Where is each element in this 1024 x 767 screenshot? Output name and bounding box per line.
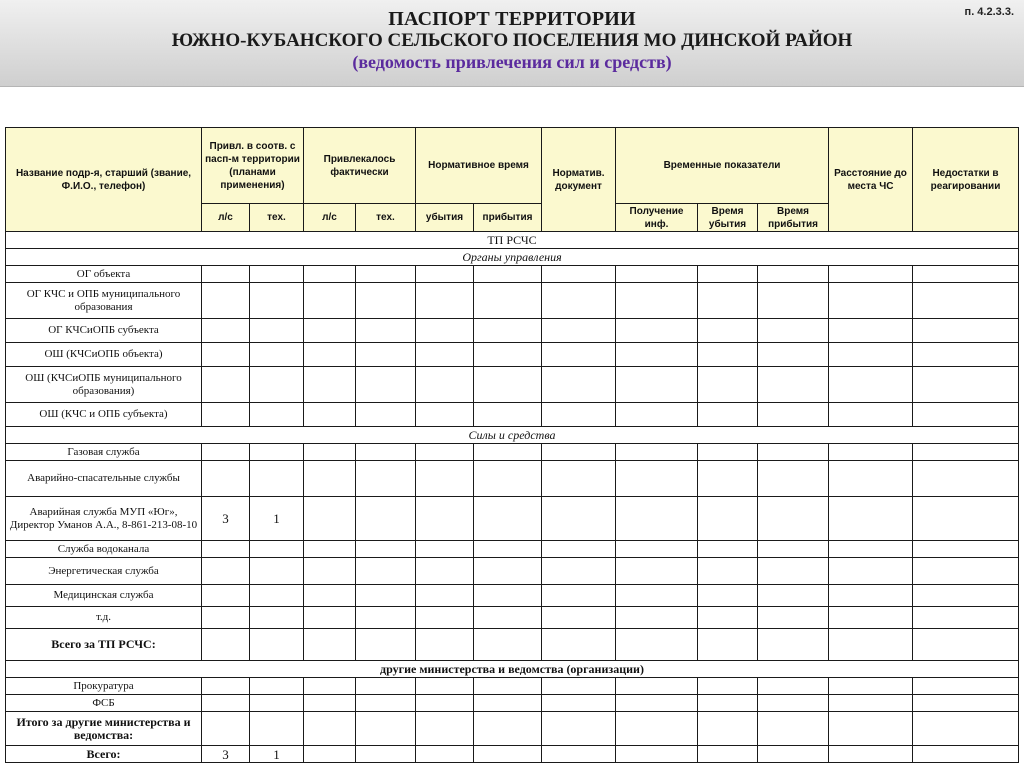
empty-cell bbox=[829, 266, 913, 283]
empty-cell bbox=[913, 541, 1019, 558]
empty-cell bbox=[913, 461, 1019, 497]
empty-cell bbox=[758, 343, 829, 367]
sub-time-arrival: Время прибытия bbox=[758, 204, 829, 232]
empty-cell bbox=[616, 403, 698, 427]
table-row bbox=[6, 283, 1019, 319]
empty-cell bbox=[474, 541, 542, 558]
row-ls-value bbox=[202, 541, 250, 558]
row-label: т.д. bbox=[6, 607, 202, 629]
sub-plan-tech: тех. bbox=[250, 204, 304, 232]
empty-cell bbox=[416, 319, 474, 343]
empty-cell bbox=[304, 367, 356, 403]
management-rows bbox=[6, 266, 1019, 427]
empty-cell bbox=[913, 444, 1019, 461]
empty-cell bbox=[758, 497, 829, 541]
empty-cell bbox=[416, 403, 474, 427]
empty-cell bbox=[304, 558, 356, 585]
sub-actual-ls: л/с bbox=[304, 204, 356, 232]
empty-cell bbox=[698, 319, 758, 343]
empty-cell bbox=[829, 541, 913, 558]
row-ls-value bbox=[202, 558, 250, 585]
empty-cell bbox=[758, 678, 829, 695]
empty-cell bbox=[416, 541, 474, 558]
table-row bbox=[6, 678, 1019, 695]
empty-cell bbox=[616, 319, 698, 343]
row-ls-value bbox=[202, 585, 250, 607]
empty-cell bbox=[698, 678, 758, 695]
sub-actual-tech: тех. bbox=[356, 204, 416, 232]
empty-cell bbox=[698, 461, 758, 497]
row-tech-value bbox=[250, 444, 304, 461]
empty-cell bbox=[474, 558, 542, 585]
col-shortcomings-header: Недостатки в реагировании bbox=[913, 128, 1019, 232]
empty-cell bbox=[356, 266, 416, 283]
empty-cell bbox=[474, 695, 542, 712]
empty-cell bbox=[202, 283, 250, 319]
empty-cell bbox=[202, 266, 250, 283]
empty-cell bbox=[913, 497, 1019, 541]
empty-cell bbox=[829, 585, 913, 607]
empty-cell bbox=[698, 367, 758, 403]
empty-cell bbox=[356, 607, 416, 629]
empty-cell bbox=[698, 558, 758, 585]
empty-cell bbox=[356, 283, 416, 319]
empty-cell bbox=[356, 541, 416, 558]
table-row bbox=[6, 319, 1019, 343]
row-ls-value bbox=[202, 444, 250, 461]
col-name-header: Название подр-я, старший (звание, Ф.И.О., телефон) bbox=[6, 128, 202, 232]
row-tech-value bbox=[250, 558, 304, 585]
row-label: ОШ (КЧСиОПБ муниципального образования) bbox=[6, 367, 202, 403]
empty-cell bbox=[416, 607, 474, 629]
empty-cell bbox=[474, 266, 542, 283]
table-row bbox=[6, 541, 1019, 558]
empty-cell bbox=[698, 541, 758, 558]
grand-total-tech: 1 bbox=[250, 746, 304, 763]
empty-cell bbox=[913, 283, 1019, 319]
empty-cell bbox=[698, 585, 758, 607]
col-plan-header: Привл. в соотв. с пасп-м территории (планами применения) bbox=[202, 128, 304, 204]
empty-cell bbox=[913, 367, 1019, 403]
empty-cell bbox=[829, 497, 913, 541]
empty-cell bbox=[758, 319, 829, 343]
empty-cell bbox=[542, 343, 616, 367]
empty-cell bbox=[758, 444, 829, 461]
empty-cell bbox=[250, 403, 304, 427]
empty-cell bbox=[829, 343, 913, 367]
empty-cell bbox=[416, 283, 474, 319]
empty-cell bbox=[913, 266, 1019, 283]
empty-cell bbox=[356, 319, 416, 343]
forces-rows bbox=[6, 444, 1019, 629]
empty-cell bbox=[304, 461, 356, 497]
empty-cell bbox=[474, 497, 542, 541]
row-label: ОШ (КЧС и ОПБ субъекта) bbox=[6, 403, 202, 427]
empty-cell bbox=[698, 497, 758, 541]
empty-cell bbox=[474, 585, 542, 607]
empty-cell bbox=[416, 266, 474, 283]
empty-cell bbox=[758, 585, 829, 607]
row-tech-value bbox=[250, 461, 304, 497]
empty-cell bbox=[829, 558, 913, 585]
sub-receive-info: Получение инф. bbox=[616, 204, 698, 232]
empty-cell bbox=[474, 319, 542, 343]
table-row bbox=[6, 343, 1019, 367]
total-tp-label: Всего за ТП РСЧС: bbox=[6, 629, 202, 661]
row-label: Медицинская служба bbox=[6, 585, 202, 607]
empty-cell bbox=[356, 461, 416, 497]
empty-cell bbox=[758, 607, 829, 629]
row-label: Служба водоканала bbox=[6, 541, 202, 558]
empty-cell bbox=[304, 695, 356, 712]
row-ls-value: 3 bbox=[202, 497, 250, 541]
sub-departure: убытия bbox=[416, 204, 474, 232]
empty-cell bbox=[304, 678, 356, 695]
empty-cell bbox=[304, 607, 356, 629]
sub-time-departure: Время убытия bbox=[698, 204, 758, 232]
empty-cell bbox=[416, 367, 474, 403]
empty-cell bbox=[829, 319, 913, 343]
empty-cell bbox=[416, 695, 474, 712]
empty-cell bbox=[758, 461, 829, 497]
empty-cell bbox=[356, 367, 416, 403]
forces-table bbox=[5, 127, 1019, 763]
section-forces: Силы и средства bbox=[6, 427, 1019, 444]
empty-cell bbox=[616, 461, 698, 497]
empty-cell bbox=[304, 343, 356, 367]
sub-arrival: прибытия bbox=[474, 204, 542, 232]
table-row bbox=[6, 403, 1019, 427]
empty-cell bbox=[913, 607, 1019, 629]
empty-cell bbox=[474, 461, 542, 497]
empty-cell bbox=[542, 367, 616, 403]
empty-cell bbox=[616, 497, 698, 541]
empty-cell bbox=[202, 319, 250, 343]
empty-cell bbox=[250, 266, 304, 283]
empty-cell bbox=[698, 444, 758, 461]
empty-cell bbox=[913, 695, 1019, 712]
row-label: Газовая служба bbox=[6, 444, 202, 461]
empty-cell bbox=[829, 367, 913, 403]
empty-cell bbox=[416, 461, 474, 497]
empty-cell bbox=[304, 444, 356, 461]
empty-cell bbox=[542, 678, 616, 695]
slide-header bbox=[0, 0, 1024, 87]
row-label: Аварийная служба МУП «Юг», Директор Уманов А.А., 8-861-213-08-10 bbox=[6, 497, 202, 541]
empty-cell bbox=[616, 607, 698, 629]
empty-cell bbox=[616, 541, 698, 558]
empty-cell bbox=[356, 343, 416, 367]
empty-cell bbox=[542, 497, 616, 541]
empty-cell bbox=[542, 266, 616, 283]
row-label: Энергетическая служба bbox=[6, 558, 202, 585]
empty-cell bbox=[758, 403, 829, 427]
empty-cell bbox=[250, 319, 304, 343]
empty-cell bbox=[829, 678, 913, 695]
empty-cell bbox=[616, 283, 698, 319]
table-row bbox=[6, 585, 1019, 607]
col-actual-header: Привлекалось фактически bbox=[304, 128, 416, 204]
empty-cell bbox=[416, 558, 474, 585]
section-management: Органы управления bbox=[6, 249, 1019, 266]
empty-cell bbox=[758, 558, 829, 585]
empty-cell bbox=[542, 461, 616, 497]
empty-cell bbox=[250, 695, 304, 712]
other-ministries-rows bbox=[6, 678, 1019, 712]
empty-cell bbox=[758, 695, 829, 712]
empty-cell bbox=[829, 695, 913, 712]
empty-cell bbox=[304, 541, 356, 558]
row-tech-value bbox=[250, 607, 304, 629]
col-distance-header: Расстояние до места ЧС bbox=[829, 128, 913, 232]
empty-cell bbox=[913, 343, 1019, 367]
empty-cell bbox=[542, 283, 616, 319]
title-line-1: ПАСПОРТ ТЕРРИТОРИИ bbox=[388, 8, 636, 30]
row-label: Прокуратура bbox=[6, 678, 202, 695]
row-label: Аварийно-спасательные службы bbox=[6, 461, 202, 497]
empty-cell bbox=[202, 367, 250, 403]
section-tp-rschs: ТП РСЧС bbox=[6, 232, 1019, 249]
table-row bbox=[6, 695, 1019, 712]
empty-cell bbox=[250, 283, 304, 319]
empty-cell bbox=[542, 541, 616, 558]
empty-cell bbox=[616, 678, 698, 695]
empty-cell bbox=[542, 319, 616, 343]
row-label: ОГ КЧС и ОПБ муниципального образования bbox=[6, 283, 202, 319]
empty-cell bbox=[356, 497, 416, 541]
empty-cell bbox=[542, 607, 616, 629]
empty-cell bbox=[416, 585, 474, 607]
col-norm-time-header: Нормативное время bbox=[416, 128, 542, 204]
total-other-label: Итого за другие министерства и ведомства: bbox=[6, 712, 202, 746]
empty-cell bbox=[542, 558, 616, 585]
empty-cell bbox=[416, 497, 474, 541]
empty-cell bbox=[304, 283, 356, 319]
grand-total-label: Всего: bbox=[6, 746, 202, 763]
empty-cell bbox=[829, 607, 913, 629]
empty-cell bbox=[202, 343, 250, 367]
empty-cell bbox=[416, 444, 474, 461]
empty-cell bbox=[698, 266, 758, 283]
table-row bbox=[6, 558, 1019, 585]
empty-cell bbox=[913, 319, 1019, 343]
empty-cell bbox=[202, 695, 250, 712]
empty-cell bbox=[829, 444, 913, 461]
empty-cell bbox=[304, 585, 356, 607]
page-reference: п. 4.2.3.3. bbox=[964, 6, 1014, 18]
empty-cell bbox=[913, 403, 1019, 427]
empty-cell bbox=[356, 678, 416, 695]
col-time-indicators-header: Временные показатели bbox=[616, 128, 829, 204]
row-label: ОГ объекта bbox=[6, 266, 202, 283]
empty-cell bbox=[616, 266, 698, 283]
empty-cell bbox=[356, 558, 416, 585]
row-label: ОГ КЧСиОПБ субъекта bbox=[6, 319, 202, 343]
title-subtitle: (ведомость привлечения сил и средств) bbox=[352, 52, 672, 72]
empty-cell bbox=[829, 403, 913, 427]
empty-cell bbox=[542, 403, 616, 427]
row-tech-value bbox=[250, 585, 304, 607]
empty-cell bbox=[416, 678, 474, 695]
empty-cell bbox=[474, 678, 542, 695]
empty-cell bbox=[474, 444, 542, 461]
row-tech-value: 1 bbox=[250, 497, 304, 541]
empty-cell bbox=[616, 444, 698, 461]
table-row bbox=[6, 607, 1019, 629]
empty-cell bbox=[758, 266, 829, 283]
row-label: ОШ (КЧСиОПБ объекта) bbox=[6, 343, 202, 367]
table-row bbox=[6, 444, 1019, 461]
empty-cell bbox=[474, 367, 542, 403]
row-ls-value bbox=[202, 461, 250, 497]
empty-cell bbox=[304, 319, 356, 343]
empty-cell bbox=[474, 403, 542, 427]
grand-total-ls: 3 bbox=[202, 746, 250, 763]
empty-cell bbox=[416, 343, 474, 367]
empty-cell bbox=[356, 585, 416, 607]
empty-cell bbox=[758, 283, 829, 319]
empty-cell bbox=[304, 403, 356, 427]
empty-cell bbox=[698, 283, 758, 319]
empty-cell bbox=[913, 585, 1019, 607]
empty-cell bbox=[542, 444, 616, 461]
empty-cell bbox=[616, 558, 698, 585]
empty-cell bbox=[829, 283, 913, 319]
empty-cell bbox=[356, 444, 416, 461]
empty-cell bbox=[304, 266, 356, 283]
section-other-ministries: другие министерства и ведомства (организации) bbox=[6, 661, 1019, 678]
title-line-2: ЮЖНО-КУБАНСКОГО СЕЛЬСКОГО ПОСЕЛЕНИЯ МО ДИНСКОЙ РАЙОН bbox=[171, 30, 853, 51]
empty-cell bbox=[356, 695, 416, 712]
empty-cell bbox=[829, 461, 913, 497]
empty-cell bbox=[913, 558, 1019, 585]
empty-cell bbox=[542, 695, 616, 712]
col-norm-doc-header: Норматив. документ bbox=[542, 128, 616, 232]
empty-cell bbox=[250, 343, 304, 367]
empty-cell bbox=[616, 367, 698, 403]
empty-cell bbox=[474, 343, 542, 367]
empty-cell bbox=[616, 695, 698, 712]
empty-cell bbox=[698, 403, 758, 427]
table-row bbox=[6, 497, 1019, 541]
table-row bbox=[6, 461, 1019, 497]
empty-cell bbox=[250, 367, 304, 403]
empty-cell bbox=[913, 678, 1019, 695]
empty-cell bbox=[698, 343, 758, 367]
table-row bbox=[6, 367, 1019, 403]
empty-cell bbox=[616, 343, 698, 367]
empty-cell bbox=[758, 367, 829, 403]
table-row bbox=[6, 266, 1019, 283]
empty-cell bbox=[474, 607, 542, 629]
empty-cell bbox=[250, 678, 304, 695]
row-ls-value bbox=[202, 607, 250, 629]
empty-cell bbox=[542, 585, 616, 607]
empty-cell bbox=[698, 695, 758, 712]
empty-cell bbox=[698, 607, 758, 629]
empty-cell bbox=[202, 403, 250, 427]
sub-plan-ls: л/с bbox=[202, 204, 250, 232]
empty-cell bbox=[758, 541, 829, 558]
empty-cell bbox=[356, 403, 416, 427]
row-label: ФСБ bbox=[6, 695, 202, 712]
empty-cell bbox=[304, 497, 356, 541]
row-tech-value bbox=[250, 541, 304, 558]
empty-cell bbox=[474, 283, 542, 319]
empty-cell bbox=[202, 678, 250, 695]
empty-cell bbox=[616, 585, 698, 607]
